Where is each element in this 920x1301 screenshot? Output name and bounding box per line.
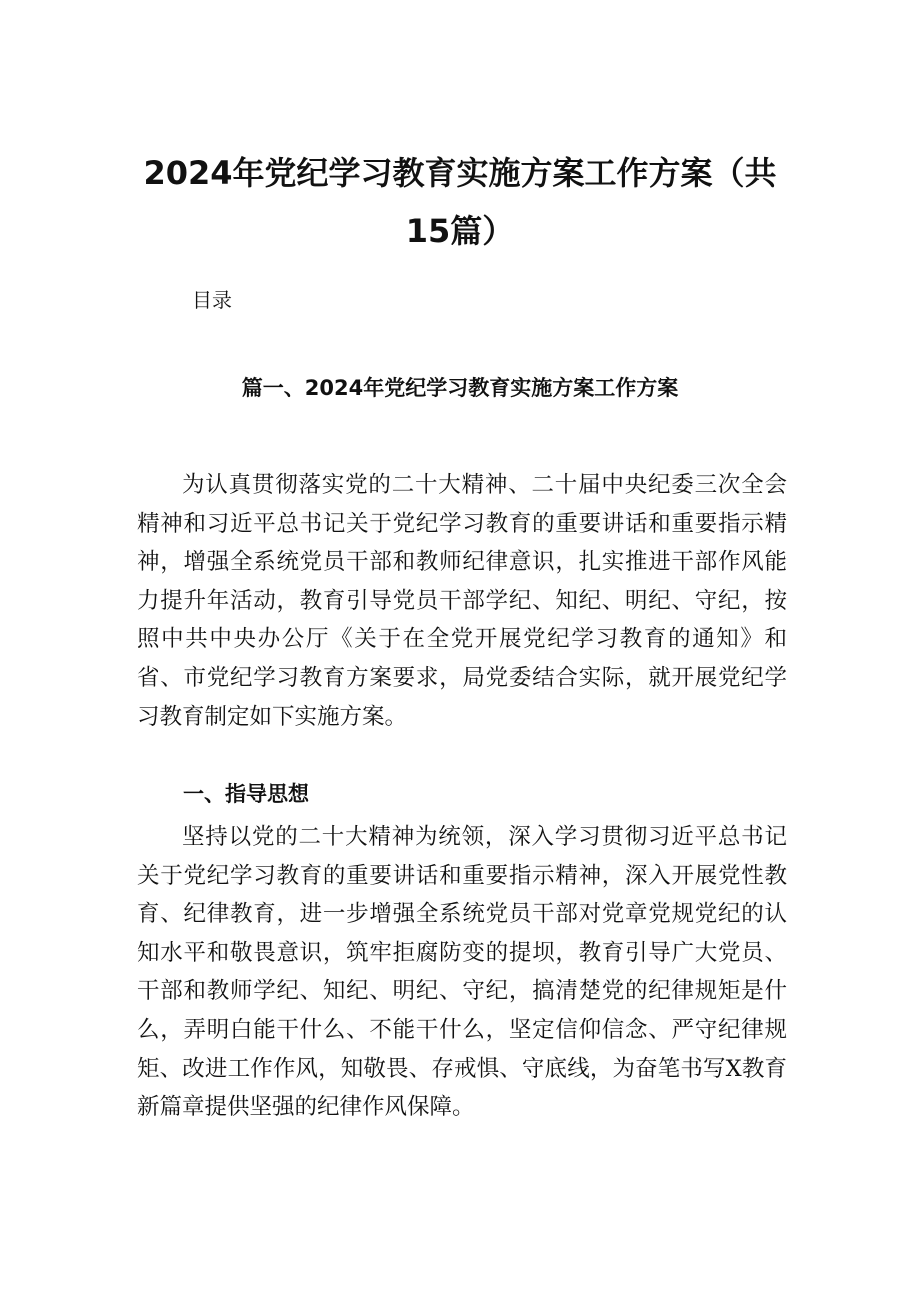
document-title	[120, 144, 800, 260]
table-of-contents-label: 目录	[192, 288, 232, 312]
section-heading-guiding-ideology: 一、指导思想	[183, 782, 309, 806]
document-title-line-1: 2024年党纪学习教育实施方案工作方案（共	[143, 154, 777, 192]
body-paragraph-2: 坚持以党的二十大精神为统领，深入学习贯彻习近平总书记关于党纪学习教育的重要讲话和重要指示精神，深入开展党性教育、纪律教育，进一步增强全系统党员干部对党章党规党纪的认知水平和敬畏意识，筑牢拒腐防变的提坝，教育引导广大党员、干部和教师学纪、知纪、明纪、守纪，搞清楚党的纪律规矩是什么，弄明白能干什么、不能干什么，坚定信仰信念、严守纪律规矩、改进工作作风，知敬畏、存戒惧、守底线，为奋笔书写X教育新篇章提供坚强的纪律作风保障。	[137, 824, 787, 1121]
body-paragraph-1: 为认真贯彻落实党的二十大精神、二十届中央纪委三次全会精神和习近平总书记关于党纪学习教育的重要讲话和重要指示精神，增强全系统党员干部和教师纪律意识，扎实推进干部作风能力提升年活动，教育引导党员干部学纪、知纪、明纪、守纪，按照中共中央办公厅《关于在全党开展党纪学习教育的通知》和省、市党纪学习教育方案要求，局党委结合实际，就开展党纪学习教育制定如下实施方案。	[137, 472, 787, 730]
document-title-line-2: 15篇）	[405, 212, 515, 250]
chapter-heading: 篇一、2024年党纪学习教育实施方案工作方案	[241, 376, 679, 400]
